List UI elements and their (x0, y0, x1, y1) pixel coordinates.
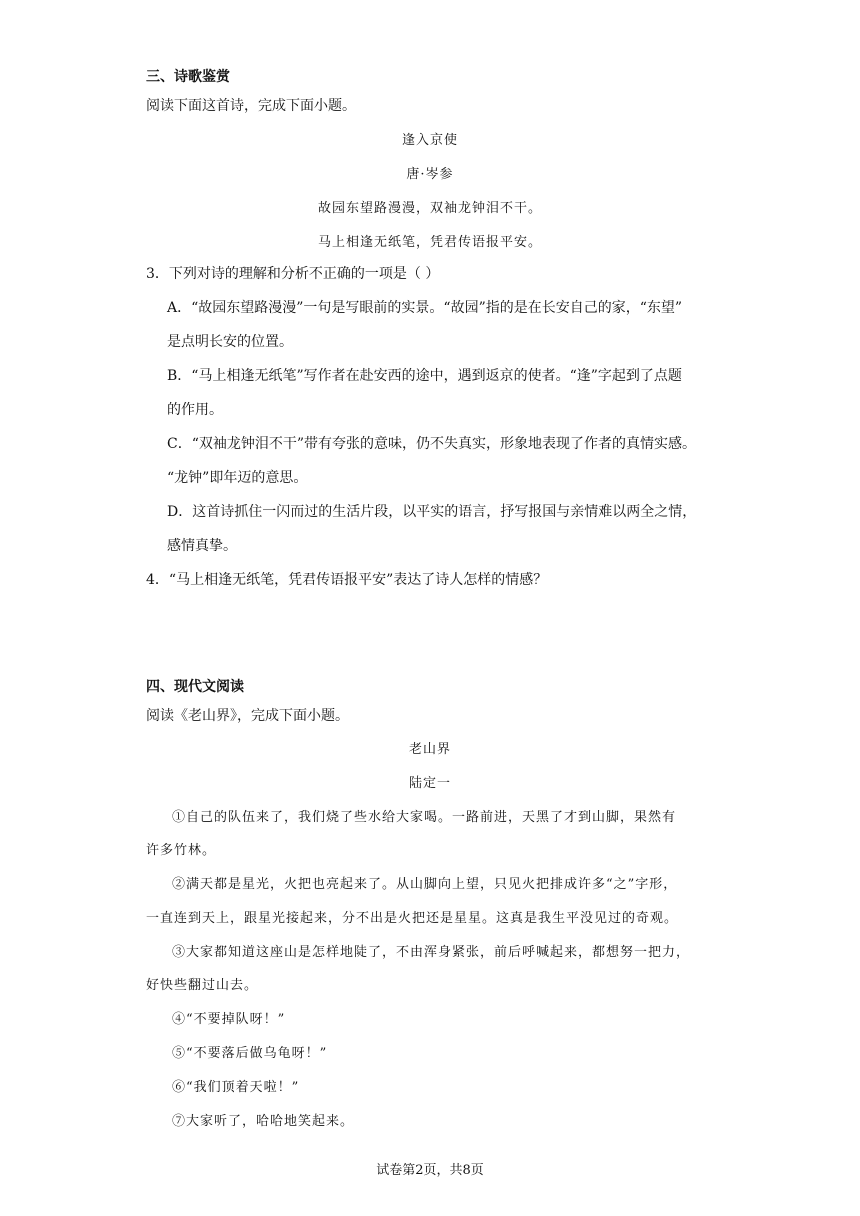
article-title: 老山界 (408, 742, 451, 757)
question-3-option-d-line-1: D．这首诗抓住一闪而过的生活片段，以平实的语言，抒写报国与亲情难以两全之情， (167, 504, 697, 520)
section-instruction-modern-reading: 阅读《老山界》，完成下面小题。 (146, 708, 349, 724)
paragraph-5: ⑤“不要落后做乌龟呀！” (172, 1046, 328, 1061)
paragraph-2-line-2: 一直连到天上，跟星光接起来，分不出是火把还是星星。这真是我生平没见过的奇观。 (146, 911, 679, 926)
paragraph-3-line-1: ③大家都知道这座山是怎样地陡了，不由浑身紧张，前后呼喊起来，都想努一把力， (172, 945, 691, 960)
poem-line-2: 马上相逢无纸笔，凭君传语报平安。 (317, 235, 542, 250)
paragraph-2-line-1: ②满天都是星光，火把也亮起来了。从山脚向上望，只见火把排成许多“之”字形， (172, 877, 678, 892)
section-instruction-poetry: 阅读下面这首诗，完成下面小题。 (146, 98, 356, 114)
question-3-stem: 3．下列对诗的理解和分析不正确的一项是（ ） (146, 266, 440, 282)
question-3-option-a-line-1: A．“故园东望路漫漫”一句是写眼前的实景。“故园”指的是在长安自己的家，“东望” (167, 300, 683, 316)
poem-author: 唐·岑参 (406, 167, 454, 182)
paragraph-1-line-2: 许多竹林。 (146, 843, 217, 858)
question-3-option-d-line-2: 感情真挚。 (167, 538, 237, 554)
page-footer: 试卷第2页，共8页 (376, 1163, 484, 1178)
question-3-option-c-line-2: “龙钟”即年迈的意思。 (167, 470, 308, 486)
poem-line-1: 故园东望路漫漫，双袖龙钟泪不干。 (317, 201, 542, 216)
paragraph-1-line-1: ①自己的队伍来了，我们烧了些水给大家喝。一路前进，天黑了才到山脚，果然有 (172, 810, 677, 825)
paragraph-3-line-2: 好快些翻过山去。 (146, 978, 259, 993)
question-3-option-b-line-2: 的作用。 (167, 402, 223, 418)
question-3-option-b-line-1: B．“马上相逢无纸笔”写作者在赴安西的途中，遇到返京的使者。“逢”字起到了点题 (167, 368, 682, 384)
question-3-option-c-line-1: C．“双袖龙钟泪不干”带有夸张的意味，仍不失真实，形象地表现了作者的真情实感。 (167, 436, 697, 452)
paragraph-7: ⑦大家听了，哈哈地笑起来。 (172, 1114, 355, 1129)
article-author: 陆定一 (408, 776, 451, 791)
paragraph-6: ⑥“我们顶着天啦！” (172, 1080, 300, 1095)
paragraph-4: ④“不要掉队呀！” (172, 1012, 286, 1027)
section-heading-poetry: 三、诗歌鉴赏 (146, 69, 230, 85)
question-4-stem: 4．“马上相逢无纸笔，凭君传语报平安”表达了诗人怎样的情感？ (146, 572, 548, 588)
section-heading-modern-reading: 四、现代文阅读 (146, 679, 244, 695)
question-3-option-a-line-2: 是点明长安的位置。 (167, 334, 293, 350)
poem-title: 逢入京使 (401, 133, 458, 148)
